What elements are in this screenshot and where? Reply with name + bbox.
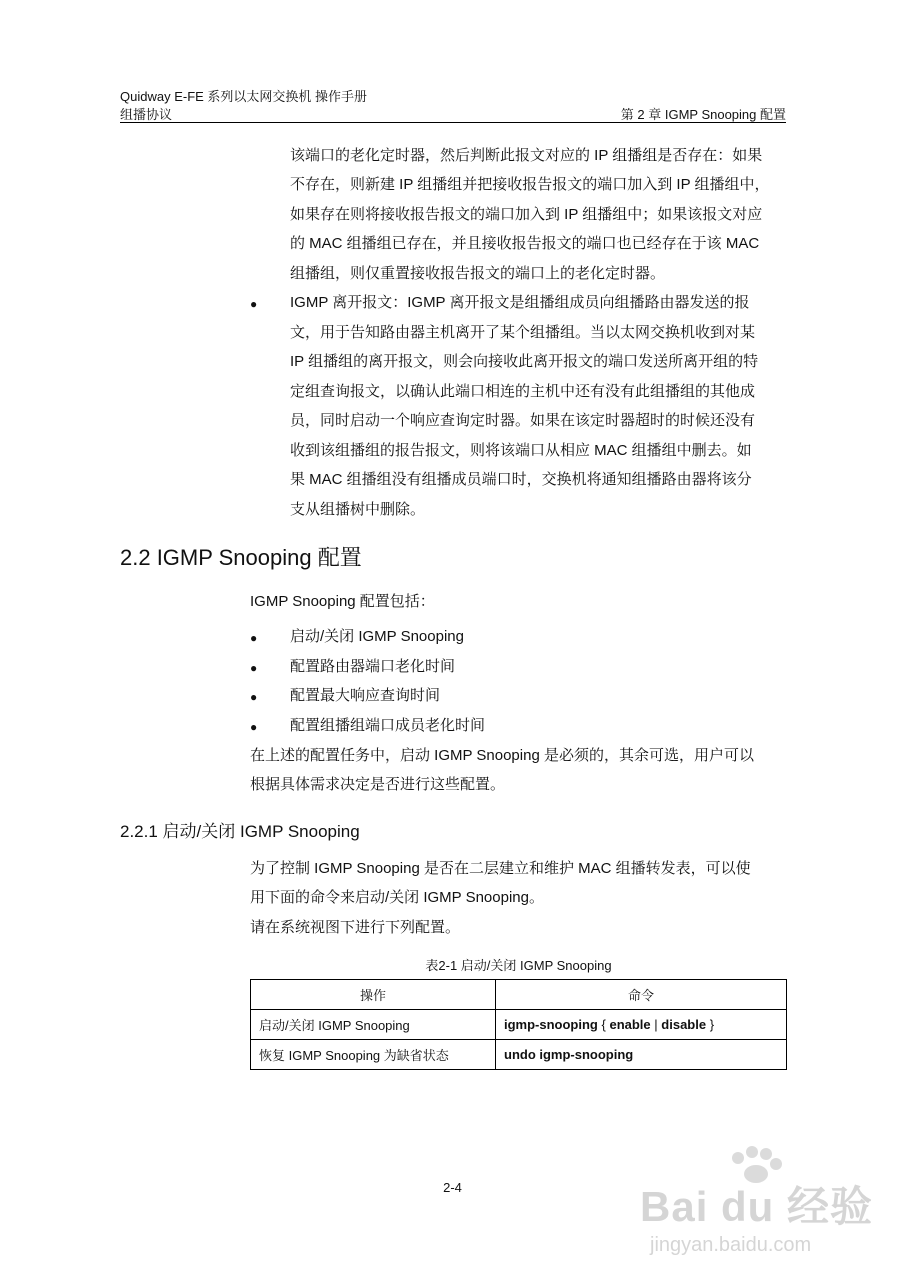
text-line: 收到该组播组的报告报文，则将该端口从相应 MAC 组播组中删去。如 [290, 442, 752, 459]
header-section: 组播协议 [120, 107, 173, 122]
header-rule [120, 122, 786, 123]
table-header-operation: 操作 [251, 980, 496, 1010]
watermark-brand: Bai du 经验 [640, 1183, 874, 1230]
summary-line: 根据具体需求决定是否进行这些配置。 [250, 776, 506, 793]
table-header-command: 命令 [496, 980, 787, 1010]
page-number: 2-4 [443, 1180, 462, 1195]
table-header-row [251, 980, 787, 1010]
watermark-url: jingyan.baidu.com [650, 1234, 812, 1256]
table-caption: 表2-1 启动/关闭 IGMP Snooping [425, 958, 612, 973]
bullet-dot-icon: ● [250, 297, 258, 311]
baidu-watermark [640, 1140, 900, 1270]
table-cell-command [496, 1010, 787, 1040]
text-line: 果 MAC 组播组没有组播成员端口时，交换机将通知组播路由器将该分 [290, 471, 752, 488]
option-separator: | [654, 1017, 658, 1032]
section-intro: IGMP Snooping 配置包括： [250, 593, 435, 610]
table-row [251, 1010, 787, 1040]
summary-line: 在上述的配置任务中，启动 IGMP Snooping 是必须的，其余可选，用户可以 [250, 747, 754, 764]
bullet-dot-icon: ● [250, 720, 258, 734]
header-book-title: Quidway E-FE 系列以太网交换机 操作手册 [120, 89, 368, 104]
text-line: IGMP 离开报文：IGMP 离开报文是组播组成员向组播路由器发送的报 [290, 294, 750, 311]
list-item-text: 启动/关闭 IGMP Snooping [290, 628, 464, 645]
table-cell-operation: 恢复 IGMP Snooping 为缺省状态 [251, 1040, 496, 1070]
text-line: 不存在，则新建 IP 组播组并把接收报告报文的端口加入到 IP 组播组中， [290, 176, 770, 193]
text-line: 员，同时启动一个响应查询定时器。如果在该定时器超时的时候还没有 [290, 412, 756, 429]
command-keyword: undo igmp-snooping [504, 1047, 634, 1062]
command-table [250, 979, 787, 1070]
subsection-title: 2.2.1 启动/关闭 IGMP Snooping [120, 822, 360, 841]
text-line: 支从组播树中删除。 [290, 501, 426, 518]
view-note: 请在系统视图下进行下列配置。 [250, 919, 461, 936]
text-line: 该端口的老化定时器，然后判断此报文对应的 IP 组播组是否存在：如果 [290, 147, 763, 164]
table-cell-operation: 启动/关闭 IGMP Snooping [251, 1010, 496, 1040]
list-item-text: 配置路由器端口老化时间 [290, 658, 456, 675]
command-keyword: igmp-snooping [504, 1017, 598, 1032]
text-line: IP 组播组的离开报文，则会向接收此离开报文的端口发送所离开组的特 [290, 353, 759, 370]
list-item-text: 配置最大响应查询时间 [290, 687, 441, 704]
table-row [251, 1040, 787, 1070]
bullet-dot-icon: ● [250, 631, 258, 645]
bullet-dot-icon: ● [250, 661, 258, 675]
text-line: 如果存在则将接收报告报文的端口加入到 IP 组播组中；如果该报文对应 [290, 206, 763, 223]
text-line: 的 MAC 组播组已存在，并且接收报告报文的端口也已经存在于该 MAC [290, 235, 760, 252]
text-line: 定组查询报文，以确认此端口相连的主机中还有没有此组播组的其他成 [290, 383, 756, 400]
command-option: enable [609, 1017, 651, 1032]
subsection-para-line: 为了控制 IGMP Snooping 是否在二层建立和维护 MAC 组播转发表，可以使 [250, 860, 751, 877]
table-cell-command [496, 1040, 787, 1070]
text-line: 文，用于告知路由器主机离开了某个组播组。当以太网交换机收到对某 [290, 324, 756, 341]
section-title: 2.2 IGMP Snooping 配置 [120, 545, 362, 570]
subsection-para-line: 用下面的命令来启动/关闭 IGMP Snooping。 [250, 889, 544, 906]
command-option: disable [661, 1017, 707, 1032]
list-item-text: 配置组播组端口成员老化时间 [290, 717, 486, 734]
bullet-dot-icon: ● [250, 690, 258, 704]
header-chapter: 第 2 章 IGMP Snooping 配置 [620, 107, 786, 122]
brace-open: { [601, 1017, 606, 1032]
text-line: 组播组，则仅重置接收报告报文的端口上的老化定时器。 [290, 265, 666, 282]
brace-close: } [709, 1017, 715, 1032]
